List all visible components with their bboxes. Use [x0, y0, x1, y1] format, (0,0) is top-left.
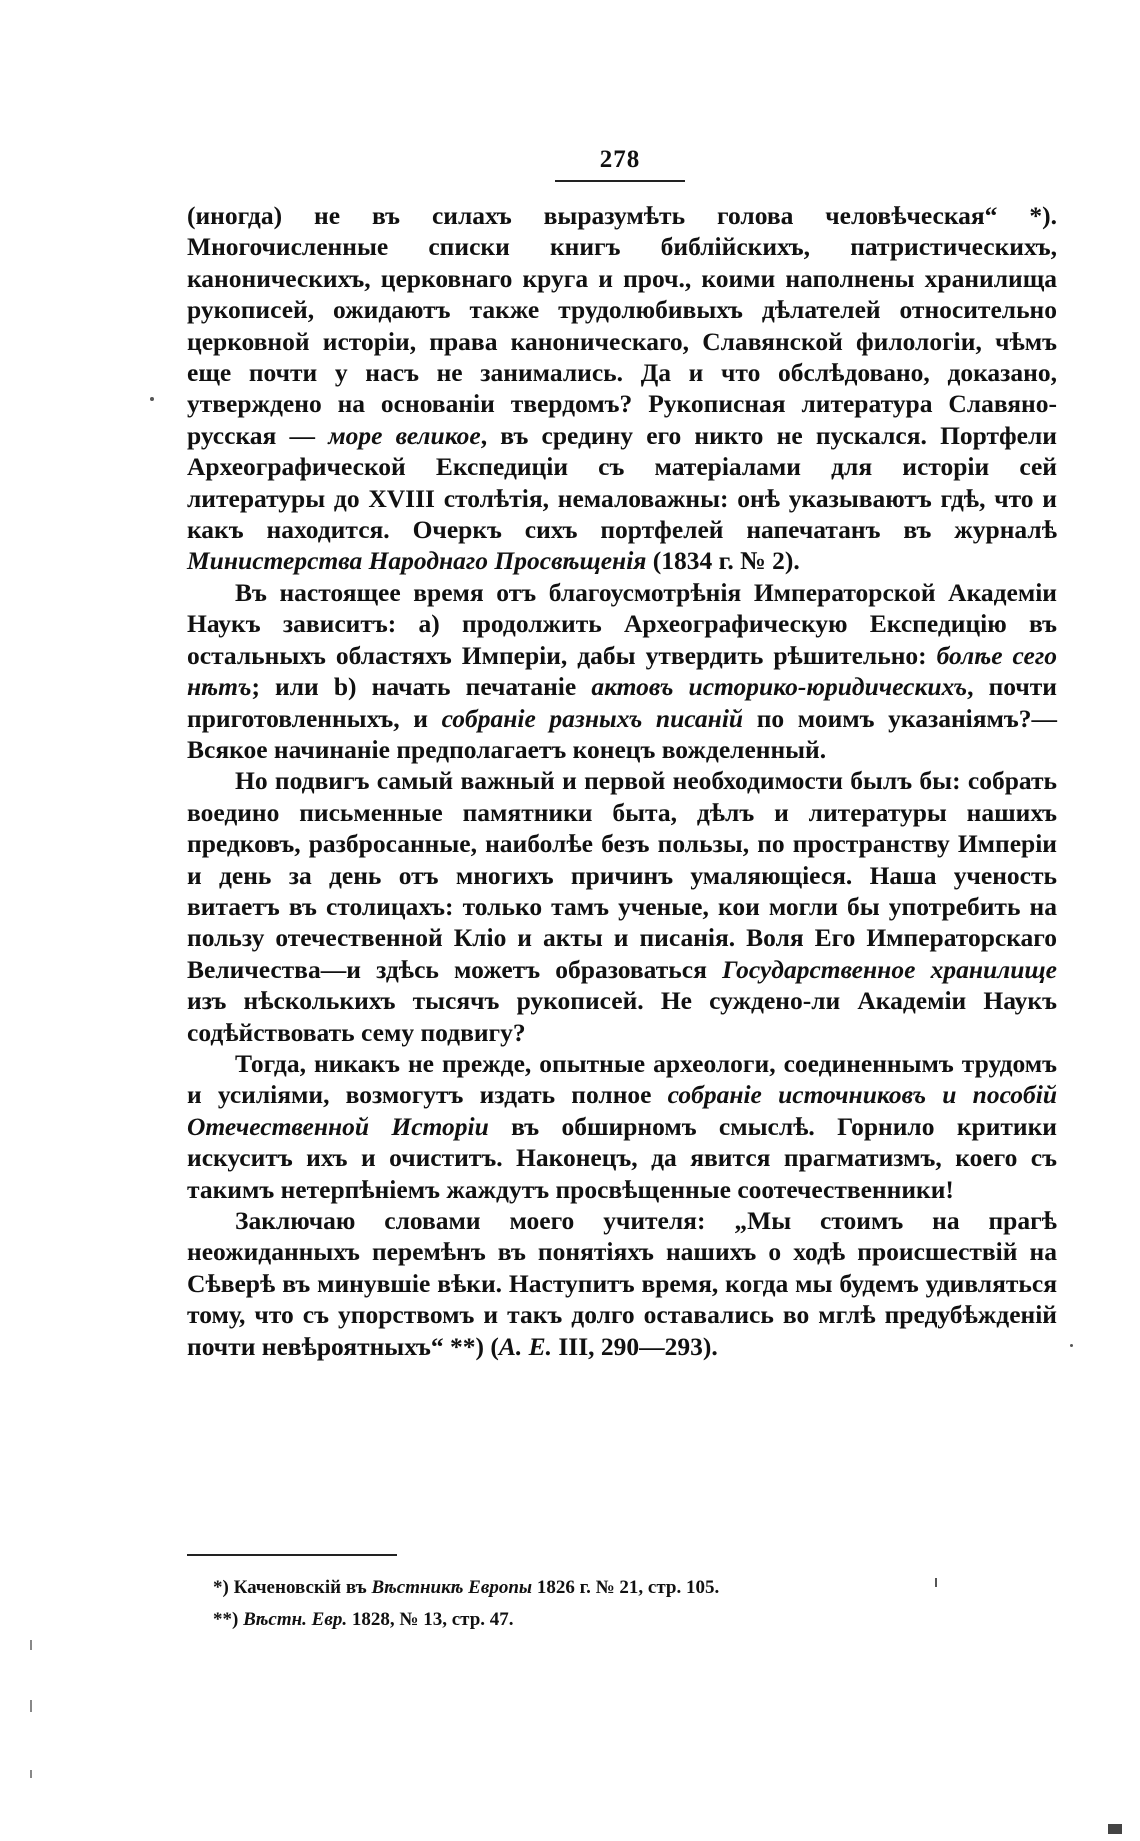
page-number: 278	[599, 146, 641, 173]
text-run: , въ средину его никто не пускался. Портфели Археографической Експедиціи съ матеріалами для исторіи сей литературы до XVIII столѣтія, немаловажны: онѣ указываютъ гдѣ, что и какъ находится. Очеркъ сихъ портфелей напечатанъ въ журналѣ	[187, 420, 1057, 545]
scan-speck	[30, 1770, 32, 1778]
main-text	[187, 200, 1057, 1362]
scan-speck	[30, 1700, 32, 1712]
footnote	[187, 1604, 1057, 1636]
paragraph	[187, 1048, 1057, 1205]
text-run: **)	[213, 1609, 244, 1630]
text-run: (1834 г. № 2).	[646, 546, 800, 576]
text-run: (иногда) не въ силахъ выразумѣть голова человѣческая“ *). Многочисленные списки книгъ библійскихъ, патристическихъ, каноническихъ, церковнаго круга и проч., коими наполнены хранилища рукописей, ожидаютъ также трудолюбивыхъ дѣлателей относительно церковной исторіи, права каноническаго, Славянской филологіи, чѣмъ еще почти у насъ не занимались. Да и что обслѣдовано, доказано, утверждено на основаніи твердомъ? Рукописная литература Славяно-русская —	[187, 201, 1057, 450]
italic-text-run: актовъ историко-юридическихъ	[591, 672, 968, 702]
scan-speck	[1108, 1824, 1122, 1834]
paragraph	[187, 577, 1057, 765]
footnote-separator	[187, 1554, 397, 1556]
text-run: изъ нѣсколькихъ тысячъ рукописей. Не суждено-ли Академіи Наукъ содѣйствовать сему подвигу?	[187, 986, 1057, 1047]
italic-text-run: Государственное хранилище	[722, 954, 1057, 984]
italic-text-run: А. Е.	[498, 1331, 552, 1361]
text-run: Заключаю словами моего учителя: „Мы стоимъ на прагѣ неожиданныхъ перемѣнъ въ понятіяхъ нашихъ о ходѣ происшествій на Сѣверѣ въ минувшіе вѣки. Наступитъ время, когда мы будемъ удивляться тому, что съ упорствомъ и такъ долго оставались во мглѣ предубѣжденій почти невѣроятныхъ“ **) (	[187, 1206, 1057, 1361]
italic-text-run: собраніе разныхъ писаній	[441, 703, 744, 733]
italic-text-run: болѣе сего нѣтъ	[187, 640, 1058, 702]
text-run: Тогда, никакъ не прежде, опытные археологи, соединеннымъ трудомъ и усиліями, возмогутъ издать полное	[187, 1048, 1057, 1110]
scan-speck	[150, 397, 154, 401]
italic-text-run: Министерства Народнаго Просвѣщенія	[187, 546, 647, 576]
text-run: III, 290—293).	[552, 1331, 718, 1361]
text-run: Но подвигъ самый важный и первой необходимости былъ бы: собрать воедино письменные памятники быта, дѣлъ и литературы нашихъ предковъ, разбросанные, наиболѣе безъ пользы, по пространству Имперіи и день за день отъ многихъ причинъ умаляющіеся. Наша ученость витаетъ въ столицахъ: только тамъ ученые, кои могли бы употребить на пользу отечественной Кліо и акты и писанія. Воля Его Императорскаго Величества—и здѣсь можетъ образоваться	[187, 766, 1057, 984]
italic-text-run: Вѣстн. Евр.	[243, 1609, 348, 1630]
page-number-underline	[555, 180, 685, 182]
footnote	[187, 1572, 1057, 1604]
italic-text-run: море великое	[328, 420, 481, 450]
text-run: Въ настоящее время отъ благоусмотрѣнія Императорской Академіи Наукъ зависитъ: a) продолжить Археографическую Експедицію въ остальныхъ областяхъ Имперіи, дабы утвердить рѣшительно:	[187, 577, 1057, 670]
text-run: *) Каченовскій въ	[213, 1577, 372, 1598]
footnotes	[187, 1572, 1057, 1636]
text-run: , почти приготовленныхъ, и	[187, 672, 1057, 733]
paragraph	[187, 765, 1057, 1048]
paragraph	[187, 200, 1057, 577]
scan-speck	[30, 1640, 32, 1650]
text-run: ; или b) начать печатаніе	[251, 672, 592, 702]
text-run: 1826 г. № 21, стр. 105.	[532, 1577, 720, 1598]
text-run: по моимъ указаніямъ?—Всякое начинаніе предполагаетъ конецъ вожделенный.	[187, 703, 1057, 764]
italic-text-run: собраніе источниковъ и пособій Отечественной Исторіи	[187, 1080, 1057, 1141]
text-run: 1828, № 13, стр. 47.	[347, 1609, 514, 1630]
scan-speck	[1070, 1344, 1073, 1347]
scan-speck	[935, 1578, 937, 1587]
italic-text-run: Вѣстникѣ Европы	[371, 1577, 533, 1598]
paragraph	[187, 1205, 1057, 1362]
text-run: въ обширномъ смыслѣ. Горнило критики искуситъ ихъ и очиститъ. Наконецъ, да явится прагматизмъ, коего съ такимъ нетерпѣніемъ жаждутъ просвѣщенные соотечественники!	[187, 1111, 1057, 1204]
